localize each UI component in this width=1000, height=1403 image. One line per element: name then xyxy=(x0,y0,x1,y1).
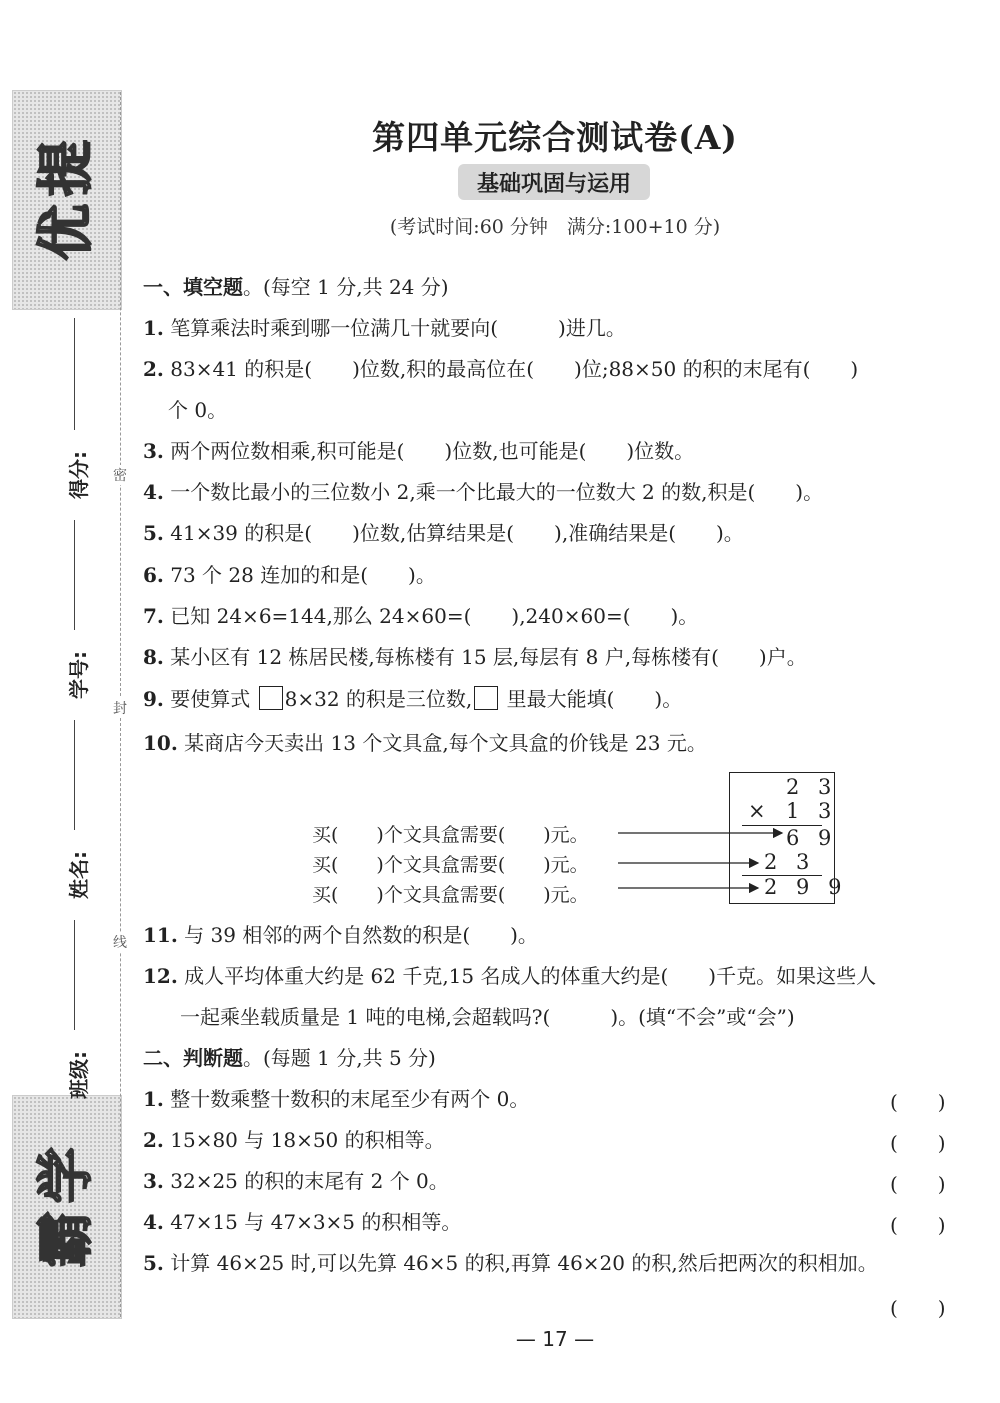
fill-line xyxy=(74,318,75,430)
question-1: 1. 笔算乘法时乘到哪一位满几十就要向( )进几。 xyxy=(143,316,626,340)
buy-line-2: 买( )个文具盒需要( )元。 xyxy=(312,854,589,876)
fill-line xyxy=(74,720,75,830)
question-2: 2. 83×41 的积是( )位数,积的最高位在( )位;88×50 的积的末尾有( ) xyxy=(143,357,859,381)
blank-box xyxy=(259,686,283,710)
question-9: 9. 要使算式 8×32 的积是三位数, 里最大能填( )。 xyxy=(143,687,683,711)
question-6: 6. 73 个 28 连加的和是( )。 xyxy=(143,563,436,587)
section1-heading: 一、填空题。(每空 1 分,共 24 分) xyxy=(143,275,449,299)
calc-operator: × xyxy=(748,799,772,823)
brand-char: 学 xyxy=(33,1146,99,1203)
blank-box xyxy=(474,686,498,710)
question-7: 7. 已知 24×6=144,那么 24×60=( ),240×60=( )。 xyxy=(143,604,699,628)
judge-item-3: 3. 32×25 的积的末尾有 2 个 0。 xyxy=(143,1169,449,1193)
answer-paren: ( ) xyxy=(890,1131,946,1155)
question-11: 11. 与 39 相邻的两个自然数的积是( )。 xyxy=(143,923,538,947)
exam-info: (考试时间:60 分钟 满分:100+10 分) xyxy=(389,216,721,238)
fill-line xyxy=(74,920,75,1030)
calc-product: 2 9 9 xyxy=(764,875,848,899)
question-5: 5. 41×39 的积是( )位数,估算结果是( ),准确结果是( )。 xyxy=(143,521,744,545)
fill-line xyxy=(74,520,75,630)
calc-multiplier: 1 3 xyxy=(786,799,838,823)
name-label: 姓名: xyxy=(67,851,91,899)
section2-heading: 二、判断题。(每题 1 分,共 5 分) xyxy=(143,1046,436,1070)
brand-char: 提 xyxy=(33,139,99,196)
judge-item-1: 1. 整十数乘整十数积的末尾至少有两个 0。 xyxy=(143,1087,530,1111)
buy-line-3: 买( )个文具盒需要( )元。 xyxy=(312,884,589,906)
answer-paren: ( ) xyxy=(890,1172,946,1196)
subtitle-badge: 基础巩固与运用 xyxy=(458,164,650,200)
buy-line-1: 买( )个文具盒需要( )元。 xyxy=(312,824,589,846)
question-3: 3. 两个两位数相乘,积可能是( )位数,也可能是( )位数。 xyxy=(143,439,695,463)
calc-partial-1: 6 9 xyxy=(786,826,838,850)
question-8: 8. 某小区有 12 栋居民楼,每栋楼有 15 层,每层有 8 户,每栋楼有( )户。 xyxy=(143,645,807,669)
answer-paren: ( ) xyxy=(890,1213,946,1237)
brand-char: 优 xyxy=(33,204,99,261)
cut-mark-xian: 线 xyxy=(112,932,128,952)
calc-multiplicand: 2 3 xyxy=(786,775,838,799)
brand-band-bottom xyxy=(12,1095,122,1319)
judge-item-5: 5. 计算 46×25 时,可以先算 46×5 的积,再算 46×20 的积,然后把两次的积相加。 xyxy=(143,1251,878,1275)
page-number: — 17 — xyxy=(515,1327,595,1351)
question-12: 12. 成人平均体重大约是 62 千克,15 名成人的体重大约是( )千克。如果这些人 xyxy=(143,964,877,988)
brand-text-bottom xyxy=(13,1096,121,1318)
cut-mark-feng: 封 xyxy=(112,698,128,718)
answer-paren: ( ) xyxy=(890,1090,946,1114)
question-12-cont: 一起乘坐载质量是 1 吨的电梯,会超载吗?( )。(填“不会”或“会”) xyxy=(180,1005,795,1029)
calc-partial-2: 2 3 xyxy=(764,850,816,874)
cut-mark-mi: 密 xyxy=(112,465,128,485)
score-label: 得分: xyxy=(67,451,91,499)
question-10: 10. 某商店今天卖出 13 个文具盒,每个文具盒的价钱是 23 元。 xyxy=(143,731,707,755)
judge-item-4: 4. 47×15 与 47×3×5 的积相等。 xyxy=(143,1210,462,1234)
student-id-label: 学号: xyxy=(67,651,91,699)
vertical-multiplication xyxy=(729,772,848,904)
judge-item-2: 2. 15×80 与 18×50 的积相等。 xyxy=(143,1128,445,1152)
question-4: 4. 一个数比最小的三位数小 2,乘一个比最大的一位数大 2 的数,积是( )。 xyxy=(143,480,824,504)
brand-char: 霸 xyxy=(33,1211,99,1268)
question-2-cont: 个 0。 xyxy=(168,398,228,422)
class-label: 班级: xyxy=(67,1051,91,1099)
answer-paren: ( ) xyxy=(890,1296,946,1320)
page-title: 第四单元综合测试卷(A) xyxy=(372,118,738,157)
